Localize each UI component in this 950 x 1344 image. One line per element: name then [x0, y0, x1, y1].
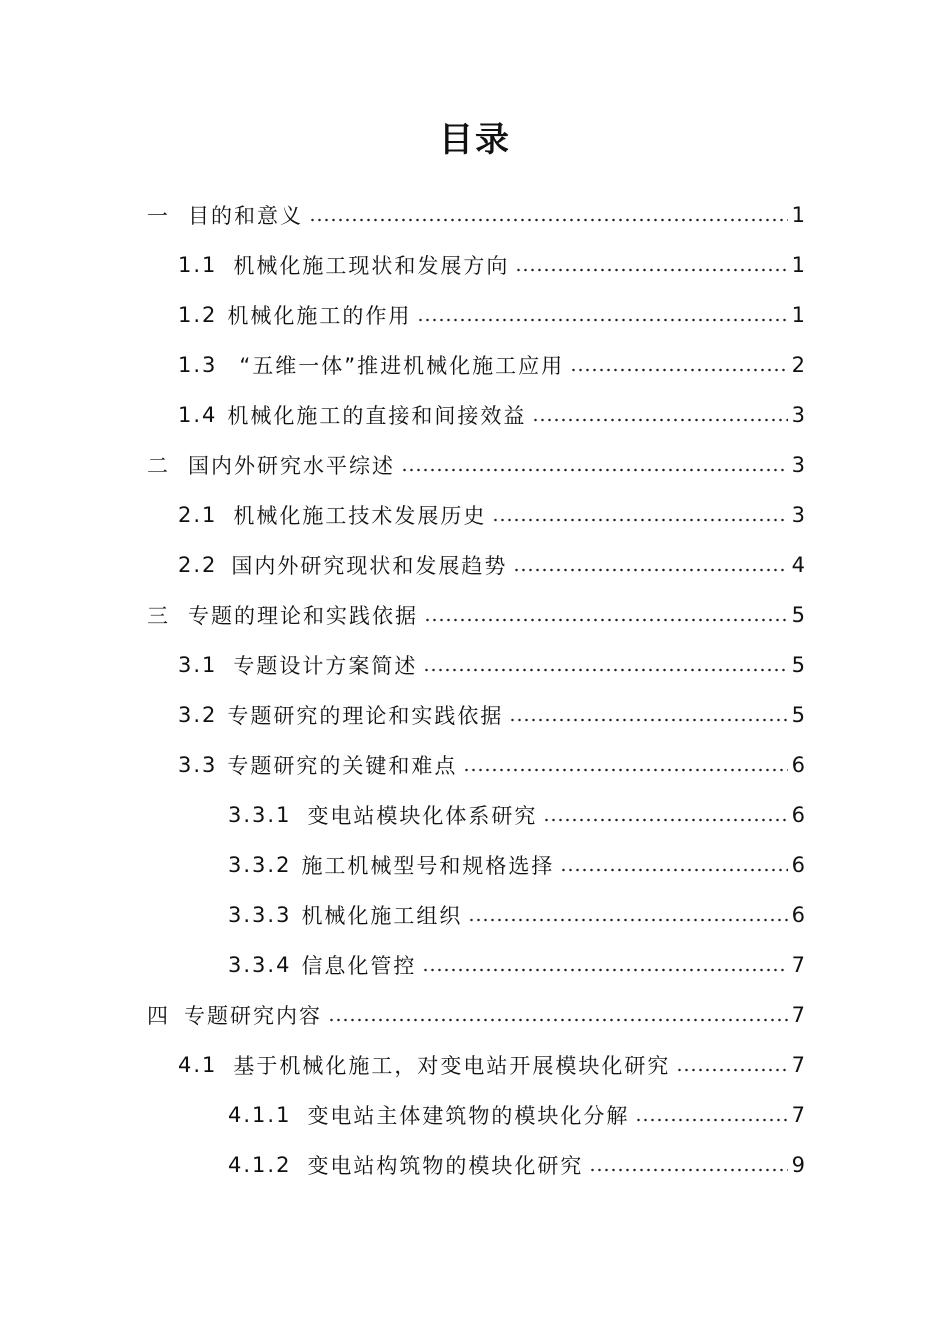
toc-entry[interactable] [178, 340, 805, 390]
toc-entry-number: 3.3 [178, 753, 218, 777]
toc-entry[interactable] [228, 840, 805, 890]
toc-dot-leader [589, 1167, 787, 1173]
toc-entry-title: 信息化管控 [301, 954, 417, 978]
toc-entry-title: 变电站构筑物的模块化研究 [307, 1154, 584, 1178]
toc-entry-number: 3.3.3 [228, 903, 292, 927]
toc-entry[interactable] [228, 790, 805, 840]
toc-entry[interactable] [178, 1040, 805, 1090]
toc-entry-page: 7 [791, 1103, 805, 1127]
toc-dot-leader [492, 517, 787, 523]
toc-entry-page: 3 [791, 503, 805, 527]
toc-entry-title: “五维一体”推进机械化施工应用 [239, 354, 565, 378]
toc-entry-number: 4.1 [178, 1053, 218, 1077]
toc-entry-number: 4.1.2 [228, 1153, 292, 1177]
toc-dot-leader [635, 1117, 787, 1123]
toc-entry-title: 专题设计方案简述 [233, 654, 418, 678]
toc-entry[interactable] [178, 690, 805, 740]
toc-dot-leader [424, 617, 788, 623]
toc-entry-page: 6 [791, 853, 805, 877]
toc-dot-leader [463, 767, 787, 773]
toc-entry-number: 2.2 [178, 553, 218, 577]
toc-dot-leader [676, 1067, 787, 1073]
toc-entry-page: 6 [791, 753, 805, 777]
toc-entry-number: 3.1 [178, 653, 218, 677]
toc-entry[interactable] [178, 290, 805, 340]
toc-entry[interactable] [178, 490, 805, 540]
toc-dot-leader [423, 667, 787, 673]
toc-entry[interactable] [178, 540, 805, 590]
toc-entry-page: 1 [791, 203, 805, 227]
toc-entry-number: 1.2 [178, 303, 218, 327]
toc-entry[interactable] [178, 640, 805, 690]
toc-entry-title: 变电站主体建筑物的模块化分解 [307, 1104, 630, 1128]
toc-entry-page: 2 [791, 353, 805, 377]
toc-entry-title: 机械化施工技术发展历史 [233, 504, 487, 528]
toc-entry-title: 机械化施工组织 [301, 904, 463, 928]
toc-entry-title: 机械化施工的直接和间接效益 [227, 404, 527, 428]
toc-dot-leader [401, 467, 788, 473]
toc-entry-title: 目的和意义 [188, 204, 303, 228]
toc-dot-leader [328, 1017, 788, 1023]
toc-entry-title: 变电站模块化体系研究 [307, 804, 538, 828]
toc-entry-page: 6 [791, 803, 805, 827]
toc-entry[interactable] [178, 740, 805, 790]
toc-entry-title: 施工机械型号和规格选择 [301, 854, 555, 878]
toc-entry-number: 四 [147, 1004, 170, 1028]
toc-entry[interactable] [147, 590, 805, 640]
toc-entry-title: 专题研究的理论和实践依据 [227, 704, 504, 728]
toc-entry-number: 1.3 [178, 353, 218, 377]
toc-entry[interactable] [147, 190, 805, 240]
toc-entry[interactable] [147, 990, 805, 1040]
toc-entry-title: 国内外研究水平综述 [188, 454, 395, 478]
toc-entry-page: 1 [791, 303, 805, 327]
toc-entry-number: 一 [147, 204, 170, 228]
toc-entry-title: 基于机械化施工，对变电站开展模块化研究 [233, 1054, 671, 1078]
toc-entry[interactable] [228, 1140, 805, 1190]
toc-dot-leader [422, 967, 787, 973]
toc-entry-number: 4.1.1 [228, 1103, 292, 1127]
toc-dot-leader [560, 867, 787, 873]
toc-dot-leader [532, 417, 787, 423]
toc-entry[interactable] [228, 890, 805, 940]
toc-entry[interactable] [228, 940, 805, 990]
toc-entry[interactable] [178, 390, 805, 440]
toc-entry-page: 5 [791, 653, 805, 677]
toc-entry-page: 5 [791, 603, 805, 627]
toc-entry-title: 机械化施工现状和发展方向 [233, 254, 510, 278]
toc-entry-page: 7 [791, 1003, 805, 1027]
page-title: 目录 [439, 120, 511, 160]
toc-dot-leader [570, 367, 787, 373]
toc-entry-page: 7 [791, 953, 805, 977]
toc-entry-number: 二 [147, 454, 170, 478]
toc-dot-leader [468, 917, 787, 923]
toc-entry-page: 3 [791, 403, 805, 427]
toc-entry-number: 2.1 [178, 503, 218, 527]
toc-entry[interactable] [228, 1090, 805, 1140]
toc-entry-title: 机械化施工的作用 [227, 304, 412, 328]
toc-entry-page: 6 [791, 903, 805, 927]
toc-entry-title: 专题研究的关键和难点 [227, 754, 458, 778]
toc-entry-number: 3.3.4 [228, 953, 292, 977]
toc-entry-page: 4 [791, 553, 805, 577]
toc-entry-number: 1.1 [178, 253, 218, 277]
toc-entry-number: 3.3.1 [228, 803, 292, 827]
toc-entry-number: 3.3.2 [228, 853, 292, 877]
toc-entry-title: 专题研究内容 [184, 1004, 322, 1028]
toc-entry-page: 3 [791, 453, 805, 477]
toc-entry[interactable] [147, 440, 805, 490]
toc-dot-leader [417, 317, 787, 323]
toc-entry-page: 1 [791, 253, 805, 277]
toc-entry-number: 3.2 [178, 703, 218, 727]
toc-entry-page: 9 [791, 1153, 805, 1177]
toc-entry-page: 5 [791, 703, 805, 727]
toc-entry[interactable] [178, 240, 805, 290]
toc-dot-leader [509, 717, 787, 723]
toc-dot-leader [513, 567, 787, 573]
toc-dot-leader [515, 267, 787, 273]
toc-dot-leader [543, 817, 787, 823]
toc-entry-number: 1.4 [178, 403, 218, 427]
toc-dot-leader [309, 217, 788, 223]
toc-entry-number: 三 [147, 604, 170, 628]
toc-entry-title: 国内外研究现状和发展趋势 [231, 554, 508, 578]
toc-entry-title: 专题的理论和实践依据 [188, 604, 418, 628]
toc-entry-page: 7 [791, 1053, 805, 1077]
